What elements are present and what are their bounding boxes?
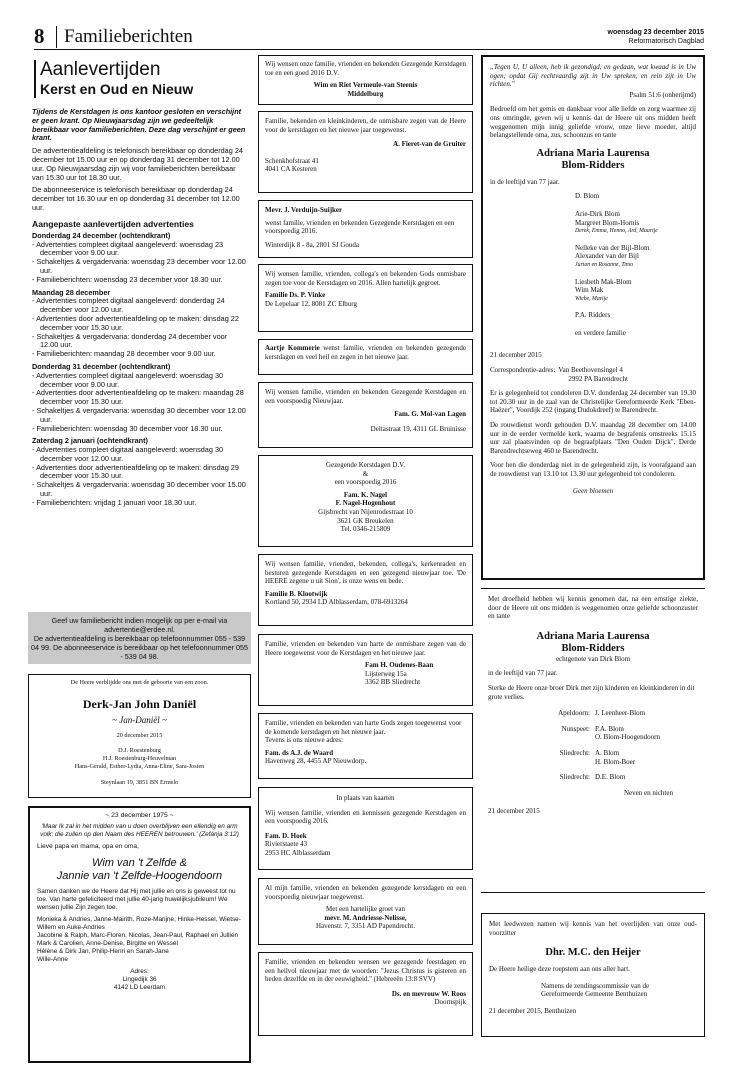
obituary-family-name: Wim Mak xyxy=(575,286,604,295)
obituary-place-name: A. Blom xyxy=(595,748,620,757)
greeting-ad-1 xyxy=(258,55,473,105)
obituary-verse: „Tegen U, U alleen, heb ik gezondigd, en gedaan, wat kwaad is in Uw ogen; opdat Gij rechtvaardig zijt in Uw spreken, en rein zijt in Uw richten." xyxy=(490,63,696,89)
anniversary-address-label: Adres: xyxy=(130,968,149,975)
obituary-date: 21 december 2015, Benthuizen xyxy=(489,1006,577,1015)
obituary-family xyxy=(490,192,696,337)
obituary-text: Met leedwezen namen wij kennis van het overlijden van onze oud-voorzitter xyxy=(489,920,697,937)
obituary-text: Bedroefd om het gemis en dankbaar voor alle liefde en zorg waarmee zij ons omringde, geven wij u kennis dat de Heere uit ons midden heeft weggenomen mijn innig geliefde vrouw, onze lieve moeder, altijd belangstellende oma, zus, schoonzus en tante xyxy=(490,105,696,140)
obituary-sender-line: Gereformeerde Gemeente Benthuizen xyxy=(541,990,648,999)
info-footer xyxy=(28,612,251,664)
ad-name: Mevr. J. Verduijn-Suijker xyxy=(265,206,343,214)
greeting-ad-12 xyxy=(258,878,473,945)
obituary-text: Met droefheid hebben wij kennis genomen dat, na een ernstige ziekte, door de Heere uit ons midden is weggenomen onze geliefde schoonzuster en tante xyxy=(488,595,698,621)
info-day-item: - Advertenties compleet digitaal aangeleverd: woensdag 23 december voor 9.00 uur. xyxy=(32,239,224,258)
ad-address: Winterdijk 8 - 8a, 2801 SJ Gouda xyxy=(265,240,360,249)
greeting-ad-9 xyxy=(258,634,473,706)
ad-signature: Fam. ds A.J. de Waard xyxy=(265,748,334,757)
obituary-place-row xyxy=(488,709,698,718)
info-day-block xyxy=(32,289,247,359)
ad-signature: Ds. en mevrouw W. Roos xyxy=(391,989,466,998)
obituary-place: Sliedrecht: xyxy=(559,748,590,757)
ad-address: Doornspijk xyxy=(434,998,466,1007)
ad-address: 2953 HC Alblasserdam xyxy=(265,848,331,857)
info-day-item: - Schakeltjes & vergadervaria: donderdag 24 december voor 12.00 uur. xyxy=(32,331,228,350)
info-day-item: - Advertenties compleet digitaal aangeleverd: donderdag 24 december voor 12.00 uur. xyxy=(32,296,225,315)
ad-signature: Fam. G. Mol-van Lagen xyxy=(394,410,466,419)
info-subtitle: Kerst en Oud en Nieuw xyxy=(40,81,194,97)
ad-address: 3362 BB Sliedrecht xyxy=(365,678,421,687)
ad-text: Familie, vrienden en bekenden wensen we gezegende feestdagen en een heilvol nieuwjaar met de woorden: "Jezus Christus is gisteren en heden dezelfde en in der eeuwigheid." (Hebreeën 13:8 SVV) xyxy=(265,958,466,984)
header-divider xyxy=(56,26,57,48)
obituary-name: Blom-Ridders xyxy=(561,159,625,171)
info-day-block xyxy=(32,437,247,507)
info-day-title: Maandag 28 december xyxy=(32,287,111,297)
obituary-condolence: Er is gelegenheid tot condoleren D.V. donderdag 24 december van 19.30 tot 20.30 uur in de zaal van de Christelijke Gereformeerde Kerk "Eben-Haëzer", Voordijk 252 (ingang Dudokdreef) te Barendrecht. xyxy=(490,389,696,415)
info-intro: Tijdens de Kerstdagen is ons kantoor gesloten en verschijnt er geen krant. Op Nieuwjaarsdag zijn we gedeeltelijk bereikbaar voor familieberichten. Deze dag verschijnt er geen krant. xyxy=(32,107,246,143)
anniversary-name-2: Jannie van 't Zelfde-Hoogendoorn xyxy=(56,870,223,882)
obituary-grandchildren: Derek, Emma, Henno, Ard, Maartje xyxy=(575,228,658,235)
info-day-item: - Advertenties compleet digitaal aangeleverd: woensdag 30 december voor 12.00 uur. xyxy=(32,445,224,463)
ad-address: Kortland 50, 2934 LD Alblasserdam, 078-6913264 xyxy=(265,598,408,607)
ad-text: Wij wensen familie, vrienden, collega's en bekenden Gods onmisbare zegen toe voor de Kerstdagen en 2016. Allen hartelijk gegroet. xyxy=(265,270,466,287)
obituary-text: Sterke de Heere onze broer Dirk met zijn kinderen en kleinkinderen in dit grote verlies. xyxy=(488,683,695,701)
obituary-funeral: De rouwdienst wordt gehouden D.V. maandag 28 december om 14.00 uur in de eerder vermelde kerk, waarna de begrafenis omstreeks 15.15 uur zal plaatsvinden op de begraafplaats "Den Ouden Dijck", Derde Barendrechtseweg 460 te Barendrecht. xyxy=(490,421,696,455)
anniversary-family-line: Mark & Carolien, Anne-Denise, Birgitte en Wessel xyxy=(37,940,178,947)
anniversary-greeting: Lieve papa en mama, opa en oma, xyxy=(37,843,139,850)
info-footer-phones: De advertentieafdeling is bereikbaar op telefoonnummer 055 - 539 04 99. De abonneeservice is bereikbaar op het telefoonnummer 055 - 539 04 98. xyxy=(31,634,248,661)
obituary-correspondence xyxy=(490,366,696,383)
obituary-closing: Geen bloemen xyxy=(572,486,614,495)
header-meta xyxy=(608,28,705,46)
obituary-family-notice xyxy=(481,588,705,868)
obituary-spouse: echtgenote van Dirk Blom xyxy=(555,654,631,663)
obituary-committee-notice xyxy=(481,913,705,1037)
obituary-place: Apeldoorn: xyxy=(558,709,590,718)
obituary-place-name: H. Blom-Boer xyxy=(595,757,636,766)
obituary-corr-address xyxy=(558,366,628,383)
obituary-place-name: P.A. Blom xyxy=(595,724,624,733)
obituary-nephews: Neven en nichten xyxy=(624,788,673,797)
obituary-name: Blom-Ridders xyxy=(561,642,625,654)
info-day-item: - Familieberichten: woensdag 30 december voor 18.30 uur. xyxy=(32,423,223,433)
anniversary-verse: 'Maar Ik zal in het midden van u doen overblijven een ellendig en arm volk; die zullen op den Naam des HEEREN betrouwen.' (Zefánja 3:12) xyxy=(40,823,239,838)
ad-address: Lijsterweg 15a xyxy=(365,669,407,678)
info-day-item: - Familieberichten: woensdag 23 december voor 18.30 uur. xyxy=(32,274,223,284)
header-rule xyxy=(34,49,704,50)
obituary-name: Dhr. M.C. den Heijer xyxy=(545,947,641,959)
info-title-block xyxy=(34,60,251,98)
obituary-corr-line: 2992 PA Barendrecht xyxy=(568,374,628,383)
obituary-family-name: Liesbeth Mak-Blom xyxy=(575,277,632,286)
ad-text: Wij wensen familie, vrienden en kennissen gezegende Kerstdagen en een voorspoedig 2016. xyxy=(265,808,466,826)
obituary-date: 21 december 2015 xyxy=(490,351,542,360)
greeting-ad-2 xyxy=(258,111,473,193)
obituary-family-name: Arie-Dirk Blom xyxy=(575,209,620,218)
ad-text: Familie, bekenden en kleinkinderen, de onmisbare zegen van de Heere voor de kerstdagen en het nieuwe jaar toegewenst. xyxy=(265,117,466,134)
anniversary-announcement xyxy=(28,806,251,1063)
ad-address: 3621 GK Breukelen xyxy=(337,516,394,525)
info-paragraph-2: De abonneeservice is telefonisch bereikbaar op donderdag 24 december tot 16.30 uur en op donderdag 31 december tot 12.00 uur. xyxy=(32,185,240,212)
anniversary-address xyxy=(37,968,242,992)
ad-text: Wij wensen familie, vrienden, bekenden, collega's, kerkenraden en besturen gezegende Kerstdagen en een gezegend nieuwjaar toe. 'De HEERE zegene u uit Sion', is onze wens en bede. xyxy=(265,560,466,586)
greeting-ad-11 xyxy=(258,787,473,870)
ad-signature: A. Fieret-van de Gruiter xyxy=(393,140,466,149)
birth-father: D.J. Roestenburg xyxy=(118,747,161,754)
greeting-ad-7 xyxy=(258,455,473,547)
obituary-grandchildren: Jurian en Rosanne, Timo xyxy=(575,261,633,268)
ad-signature: Fam. D. Hoek xyxy=(265,831,307,840)
ad-signature-block xyxy=(265,905,466,931)
ad-text: Al mijn familie, vrienden en bekenden gezegende kerstdagen en een voorspoedig nieuwjaar toegewenst. xyxy=(265,884,466,901)
info-subheading: Aangepaste aanlevertijden advertenties xyxy=(32,218,194,229)
obituary-place: Nunspeet: xyxy=(561,724,590,733)
greeting-ad-4 xyxy=(258,264,473,332)
obituary-age: in de leeftijd van 77 jaar. xyxy=(488,669,558,678)
page-number: 8 xyxy=(34,24,45,48)
obituary-sender-line: Namens de zendingscommissie van de xyxy=(541,981,650,990)
obituary-verse-ref: Psalm 51:6 (onberijmd) xyxy=(629,90,696,99)
obituary-sender xyxy=(489,982,697,999)
obituary-place-name: D.E. Blom xyxy=(595,773,626,782)
obituary-family-name: P.A. Ridders xyxy=(575,311,611,320)
obituary-grandchildren: Wiebe, Marije xyxy=(575,295,608,302)
birth-date: 20 december 2015 xyxy=(116,732,163,739)
ad-text: Familie, vrienden en bekenden van harte Gods zegen toegewenst voor de komende kerstdagen en het nieuwe jaar. xyxy=(265,719,462,736)
info-title: Aanlevertijden xyxy=(40,59,161,80)
ad-signature: Familie Ds. P. Vinke xyxy=(265,291,326,300)
anniversary-text: Samen danken we de Heere dat Hij met jullie en ons is geweest tot nu toe. Van harte gefeliciteerd met jullie 40-jarig huwelijksjubileum! We wensen jullie Zijn zegen toe. xyxy=(37,888,236,911)
ad-address: De Lepelaar 12, 8081 ZC Elburg xyxy=(265,299,358,308)
ad-signature: mevr. M. Andriesse-Nelisse, xyxy=(324,913,407,922)
anniversary-family-line: Hélène & Dirk Jan, Philip-Henri en Sarah-Jane xyxy=(37,948,169,955)
ad-address: Deltastraat 19, 4311 GL Bruinisse xyxy=(370,424,466,433)
obituary-name: Adriana Maria Laurensa xyxy=(536,630,650,642)
ad-phone: Tel. 0346-215809 xyxy=(340,525,391,534)
ad-text-block xyxy=(265,344,466,361)
obituary-family-name: Nelleke van der Bijl-Blom xyxy=(575,243,650,252)
info-day-item: - Advertenties door advertentieafdeling op te maken: maandag 28 december voor 15.30 uur. xyxy=(32,388,244,407)
header-date: woensdag 23 december 2015 xyxy=(607,29,704,36)
ad-signature: F. Nagel-Hogenhout xyxy=(335,499,396,508)
info-day-item: - Advertenties door advertentieafdeling op te maken: dinsdag 29 december voor 15.30 uur. xyxy=(32,462,239,481)
obituary-family-name: D. Blom xyxy=(575,192,600,201)
ad-address: Havenstr. 7, 3351 AD Papendrecht. xyxy=(316,922,415,931)
section-rule xyxy=(481,892,705,893)
ad-address: 4041 CA Kesteren xyxy=(265,165,317,174)
birth-siblings: Hans-Gerald, Esther-Lydia, Anna-Eline, Sara-Josien xyxy=(74,763,205,770)
ad-address: Gijsbrecht van Nijenrodestraat 10 xyxy=(318,507,413,516)
obituary-place-row xyxy=(488,725,698,742)
info-day-title: Donderdag 31 december (ochtendkrant) xyxy=(32,361,171,371)
birth-name: Derk-Jan John Daniël xyxy=(82,697,197,711)
ad-signature: Fam. K. Nagel xyxy=(343,490,388,499)
ad-text: Wij wensen familie, vrienden en bekenden Gezegende Kerstdagen en een voorspoedig Nieuwjaar. xyxy=(265,388,466,405)
ad-text: Familie, vrienden en bekenden van harte de onmisbare zegen van de Heere toegewenst voor de Kerstdagen en het nieuwe jaar. xyxy=(265,640,466,657)
obituary-corr-label: Correspondentie-adres: xyxy=(490,366,556,375)
obituary-place-row xyxy=(488,773,698,782)
info-day-item: - Schakeltjes & vergadervaria: woensdag 30 december voor 15.00 uur. xyxy=(32,480,246,499)
obituary-family-name: en verdere familie xyxy=(575,328,626,337)
ad-address: Middelburg xyxy=(347,89,384,98)
birth-nickname: ~ Jan-Daniël ~ xyxy=(112,715,167,725)
anniversary-date: ~ 23 december 1975 ~ xyxy=(105,812,174,819)
birth-address: Steynlaan 19, 3851 BN Ermelo xyxy=(100,779,179,786)
obituary-age: in de leeftijd van 77 jaar. xyxy=(490,177,560,186)
anniversary-name-1: Wim van 't Zelfde & xyxy=(92,857,187,869)
anniversary-address-2: 4142 LD Leerdam xyxy=(113,984,166,991)
greeting-ad-13 xyxy=(258,952,473,1036)
ad-signature: Familie B. Klootwijk xyxy=(265,589,328,598)
birth-intro: De Heere verblijdde ons met de geboorte van een zoon. xyxy=(70,679,209,686)
info-day-item: - Schakeltjes & vergadervaria: woensdag 30 december voor 12.00 uur. xyxy=(32,405,246,424)
greeting-ad-8 xyxy=(258,554,473,626)
ad-text: Gezegende Kerstdagen D.V. xyxy=(325,461,406,469)
obituary-corr-line: Van Beethovensingel 4 xyxy=(558,366,623,375)
obituary-name: Adriana Maria Laurensa xyxy=(536,147,650,159)
ad-text: wenst familie, vrienden en bekenden Gezegende Kerstdagen en een voorspoedig 2016. xyxy=(265,218,455,236)
info-paragraph-1: De advertentieafdeling is telefonisch bereikbaar op donderdag 24 december tot 15.00 uur en op donderdag 31 december tot 12.00 uur. Op Nieuwjaarsdag zijn wij voor familieberichten bereikbaar van 15.30 uur tot 18.30 uur. xyxy=(32,146,243,182)
greeting-ad-6 xyxy=(258,382,473,448)
obituary-family-name: Alexander van der Bijl xyxy=(575,252,639,261)
obituary-family-name: Margreet Blom-Hornis xyxy=(575,218,640,227)
ad-signature: Wim en Riet Vermeule-van Steenis xyxy=(313,81,418,90)
ad-name: Aartje Kommerie xyxy=(265,344,320,352)
ad-text: Wij wensen onze familie, vrienden en bekenden Gezegende Kerstdagen toe en een goed 2016 D.V. xyxy=(265,60,466,77)
section-title: Familieberichten xyxy=(64,26,193,47)
obituary-places xyxy=(488,709,698,797)
birth-mother: H.J. Roestenburg-Heuvelman xyxy=(102,755,177,762)
info-day-item: - Familieberichten: maandag 28 december voor 9.00 uur. xyxy=(32,349,216,359)
info-day-title: Zaterdag 2 januari (ochtendkrant) xyxy=(32,436,148,446)
birth-announcement xyxy=(28,674,251,798)
anniversary-family-line: Jacobine & Ralph, Marc-Floren, Nicolas, Jean-Paul, Raphael en Jullién xyxy=(37,932,239,939)
greeting-ad-5 xyxy=(258,339,473,375)
info-day-item: - Advertenties door advertentieafdeling op te maken: dinsdag 22 december voor 15.30 uur. xyxy=(32,313,239,332)
anniversary-family-line: Wille-Anne xyxy=(37,956,68,963)
obituary-place: Sliedrecht: xyxy=(559,773,590,782)
info-day-item: - Familieberichten: vrijdag 1 januari voor 18.30 uur. xyxy=(32,497,197,507)
obituary-text: De Heere heilige deze roepstem aan ons aller hart. xyxy=(489,965,630,974)
ad-heading: In plaats van kaarten xyxy=(336,794,395,802)
ad-text: een voorspoedig 2016 xyxy=(334,478,397,487)
ad-address: Schenkhofstraat 41 xyxy=(265,156,319,165)
info-day-item: - Advertenties compleet digitaal aangeleverd: woensdag 30 december voor 9.00 uur. xyxy=(32,370,224,389)
obituary-date: 21 december 2015 xyxy=(488,807,540,816)
ad-signature: Fam H. Oudenes-Baan xyxy=(365,661,434,670)
obituary-main xyxy=(481,55,705,580)
greeting-ad-3 xyxy=(258,200,473,258)
anniversary-address-1: Lingedijk 36 xyxy=(122,976,157,983)
header-publication: Reformatorisch Dagblad xyxy=(628,38,704,45)
info-day-block xyxy=(32,232,247,285)
info-day-block xyxy=(32,363,247,433)
anniversary-family-line: Monieka & Andries, Janne-Mairith, Roze-Marijne, Hinke-Hessel, Wietse-Willem en Auke-Andries xyxy=(37,916,241,931)
info-box xyxy=(28,55,251,667)
ad-text: Tevens is ons nieuwe adres: xyxy=(265,736,344,745)
obituary-place-name: O. Blom-Hoogendoorn xyxy=(595,733,660,742)
ad-address: Havenweg 28, 4455 AP Nieuwdorp. xyxy=(265,757,367,766)
ad-address: Rivierstaete 43 xyxy=(265,840,308,849)
obituary-place-row xyxy=(488,749,698,766)
ad-text: & xyxy=(362,469,369,478)
info-day-item: - Schakeltjes & vergadervaria: woensdag 23 december voor 12.00 uur. xyxy=(32,257,246,275)
anniversary-family xyxy=(37,916,242,964)
ad-text: Met een hartelijke groet van xyxy=(326,905,405,914)
obituary-extra: Voor hen die donderdag niet in de gelegenheid zijn, is voorafgaand aan de rouwdienst van 13.10 tot 13.30 uur gelegenheid tot condoleren. xyxy=(490,461,696,478)
ad-signature-block xyxy=(365,661,466,687)
info-day-title: Donderdag 24 december (ochtendkrant) xyxy=(32,230,171,240)
obituary-place-name: J. Leenheer-Blom xyxy=(595,709,646,718)
greeting-ad-10 xyxy=(258,713,473,779)
info-footer-email: Geef uw familiebericht indien mogelijk op per e-mail via advertentie@erdee.nl. xyxy=(51,616,228,634)
ad-text: wenst familie, vrienden en bekenden gezegende kerstdagen en veel heil en zegen in het nieuwe jaar. xyxy=(265,344,467,361)
